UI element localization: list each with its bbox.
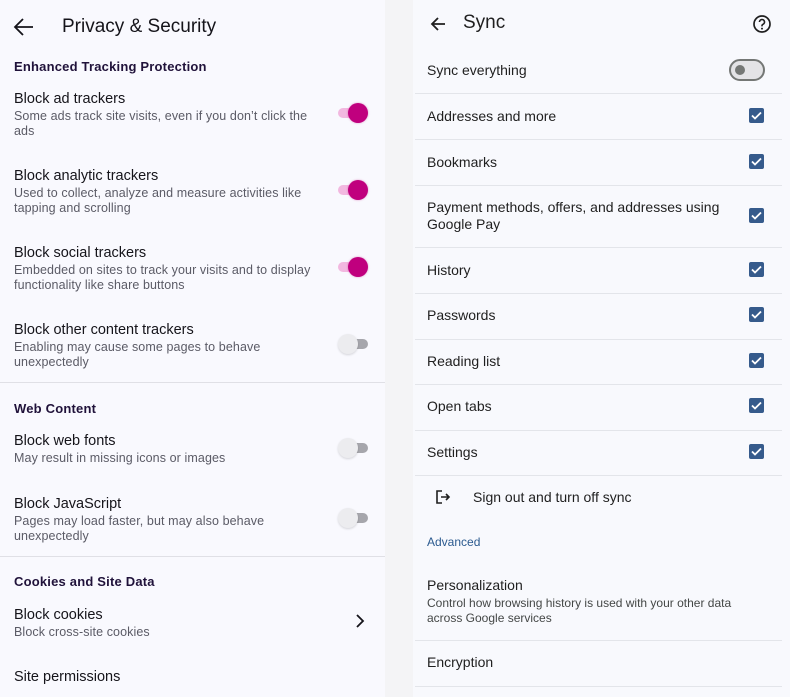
setting-title: Site permissions (14, 669, 121, 685)
setting-title: Block analytic trackers (14, 168, 159, 184)
check-icon (751, 265, 762, 274)
checkbox[interactable] (749, 307, 764, 322)
sync-item-label: Reading list (427, 353, 501, 369)
section-heading-cookies: Cookies and Site Data (14, 574, 155, 589)
setting-block-other-trackers[interactable] (0, 321, 385, 381)
sync-item-label: Open tabs (427, 398, 492, 414)
sync-item-label: Passwords (427, 307, 496, 323)
checkbox[interactable] (749, 108, 764, 123)
setting-title: Block cookies (14, 607, 103, 623)
back-button[interactable] (13, 17, 35, 37)
help-circle-icon (752, 14, 772, 34)
page-title: Privacy & Security (62, 16, 217, 37)
encryption-row[interactable] (413, 641, 782, 686)
setting-block-social-trackers[interactable] (0, 244, 385, 304)
sync-item-label: History (427, 262, 471, 278)
check-icon (751, 401, 762, 410)
checkbox[interactable] (749, 444, 764, 459)
advanced-heading: Advanced (427, 535, 481, 549)
sync-item-label: Settings (427, 444, 478, 460)
setting-block-ad-trackers[interactable] (0, 90, 385, 150)
arrow-left-icon (429, 15, 447, 33)
sync-item-bookmarks[interactable] (413, 140, 782, 185)
toggle-block-social-trackers[interactable] (338, 257, 368, 277)
check-icon (751, 310, 762, 319)
sign-out-label: Sign out and turn off sync (473, 489, 632, 505)
checkbox[interactable] (749, 208, 764, 223)
sync-item-passwords[interactable] (413, 294, 782, 339)
section-heading-web-content: Web Content (14, 401, 97, 416)
sync-item-history[interactable] (413, 248, 782, 293)
personalization-subtitle: Control how browsing history is used with your other data across Google services (427, 596, 732, 625)
logout-icon (435, 489, 451, 510)
sync-item-reading-list[interactable] (413, 340, 782, 385)
setting-title: Block web fonts (14, 433, 116, 449)
setting-subtitle: Some ads track site visits, even if you don’t click the ads (14, 109, 308, 138)
sync-item-label: Bookmarks (427, 154, 498, 170)
sync-item-label: Addresses and more (427, 108, 557, 124)
setting-subtitle: Embedded on sites to track your visits and to display functionality like share buttons (14, 263, 311, 292)
section-divider (0, 556, 385, 557)
sync-item-addresses[interactable] (413, 94, 782, 139)
sync-everything-toggle[interactable] (729, 59, 765, 81)
setting-subtitle: Enabling may cause some pages to behave unexpectedly (14, 340, 261, 369)
sign-out-button[interactable] (413, 476, 782, 520)
check-icon (751, 447, 762, 456)
privacy-header (0, 0, 385, 56)
setting-title: Block ad trackers (14, 91, 126, 107)
setting-title: Block JavaScript (14, 496, 122, 512)
setting-block-web-fonts[interactable] (0, 432, 385, 472)
sync-item-settings[interactable] (413, 431, 782, 476)
setting-subtitle: Pages may load faster, but may also behave unexpectedly (14, 514, 265, 543)
setting-subtitle: Used to collect, analyze and measure activities like tapping and scrolling (14, 186, 302, 215)
setting-subtitle: May result in missing icons or images (14, 451, 226, 465)
checkbox[interactable] (749, 262, 764, 277)
checkbox[interactable] (749, 154, 764, 169)
checkbox[interactable] (749, 353, 764, 368)
check-icon (751, 356, 762, 365)
encryption-title: Encryption (427, 654, 494, 670)
setting-site-permissions[interactable] (0, 668, 385, 692)
checkbox[interactable] (749, 398, 764, 413)
setting-subtitle: Block cross-site cookies (14, 625, 150, 639)
divider (415, 686, 782, 687)
toggle-block-ad-trackers[interactable] (338, 103, 368, 123)
toggle-block-web-fonts[interactable] (338, 438, 368, 458)
arrow-left-icon (13, 17, 35, 37)
personalization-title: Personalization (427, 577, 523, 593)
check-icon (751, 211, 762, 220)
setting-title: Block social trackers (14, 245, 147, 261)
personalization-row[interactable] (413, 570, 782, 640)
page-title: Sync (463, 12, 506, 33)
sync-everything-row[interactable] (413, 47, 782, 93)
sync-panel (413, 0, 790, 697)
toggle-block-analytic-trackers[interactable] (338, 180, 368, 200)
toggle-block-other-trackers[interactable] (338, 334, 368, 354)
setting-block-cookies[interactable] (0, 606, 385, 646)
check-icon (751, 111, 762, 120)
check-icon (751, 157, 762, 166)
section-divider (0, 382, 385, 383)
setting-title: Block other content trackers (14, 322, 194, 338)
help-button[interactable] (752, 14, 772, 34)
sync-everything-label: Sync everything (427, 62, 527, 78)
toggle-block-javascript[interactable] (338, 508, 368, 528)
sync-item-label: Payment methods, offers, and addresses using Google Pay (427, 199, 720, 232)
setting-block-analytic-trackers[interactable] (0, 167, 385, 227)
section-heading-tracking: Enhanced Tracking Protection (14, 59, 207, 74)
sync-item-payment-methods[interactable] (413, 186, 782, 247)
privacy-security-panel (0, 0, 385, 697)
sync-item-open-tabs[interactable] (413, 385, 782, 430)
back-button[interactable] (429, 15, 447, 33)
chevron-right-icon (355, 613, 365, 629)
setting-block-javascript[interactable] (0, 495, 385, 555)
